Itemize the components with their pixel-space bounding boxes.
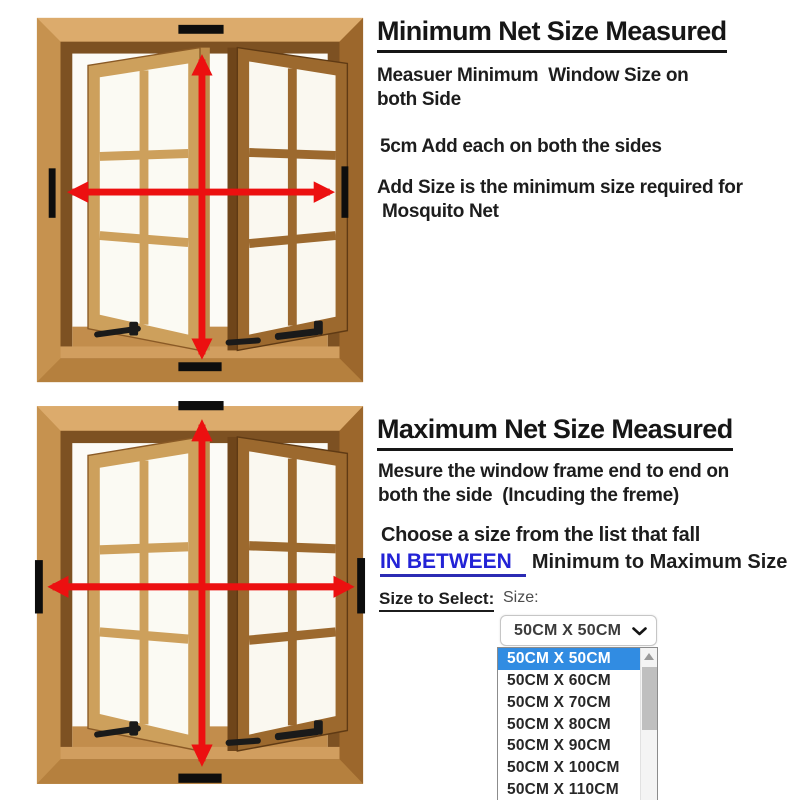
maximum-instruction-3: IN BETWEEN Minimum to Maximum Size (380, 550, 787, 574)
size-option[interactable]: 50CM X 80CM (507, 715, 611, 733)
size-field-label: Size: (503, 589, 539, 606)
size-select-value: 50CM X 50CM (514, 621, 622, 639)
minimum-instruction-3: Add Size is the minimum size required for Mosquito Net (377, 177, 743, 222)
size-option[interactable]: 50CM X 90CM (507, 737, 611, 755)
scrollbar-up-button[interactable] (641, 648, 657, 665)
size-option-list (498, 648, 640, 800)
maximum-instruction-2: Choose a size from the list that fall (381, 524, 700, 546)
window-illustration-minimum (33, 12, 367, 388)
window-illustration-maximum (33, 400, 367, 790)
size-option[interactable]: 50CM X 60CM (507, 671, 611, 689)
maximum-section-heading: Maximum Net Size Measured (377, 414, 733, 451)
scrollbar-thumb[interactable] (642, 667, 657, 730)
size-to-select-label: Size to Select: (379, 589, 494, 612)
size-option[interactable]: 50CM X 50CM (498, 648, 640, 670)
size-option[interactable]: 50CM X 100CM (507, 759, 620, 777)
minimum-instruction-2: 5cm Add each on both the sides (380, 136, 662, 157)
maximum-instruction-1: Mesure the window frame end to end on both the side (Incuding the freme) (378, 461, 729, 506)
chevron-down-icon (632, 627, 647, 636)
size-select[interactable] (500, 615, 657, 646)
in-between-link[interactable]: IN BETWEEN (380, 550, 526, 577)
size-select-dropdown (497, 647, 658, 800)
minimum-instruction-1: Measuer Minimum Window Size on both Side (377, 65, 689, 110)
size-option[interactable]: 50CM X 70CM (507, 693, 611, 711)
size-option[interactable]: 50CM X 110CM (507, 781, 619, 799)
dropdown-scrollbar[interactable] (640, 648, 657, 800)
triangle-up-icon (644, 653, 654, 660)
minimum-section-heading: Minimum Net Size Measured (377, 16, 727, 53)
